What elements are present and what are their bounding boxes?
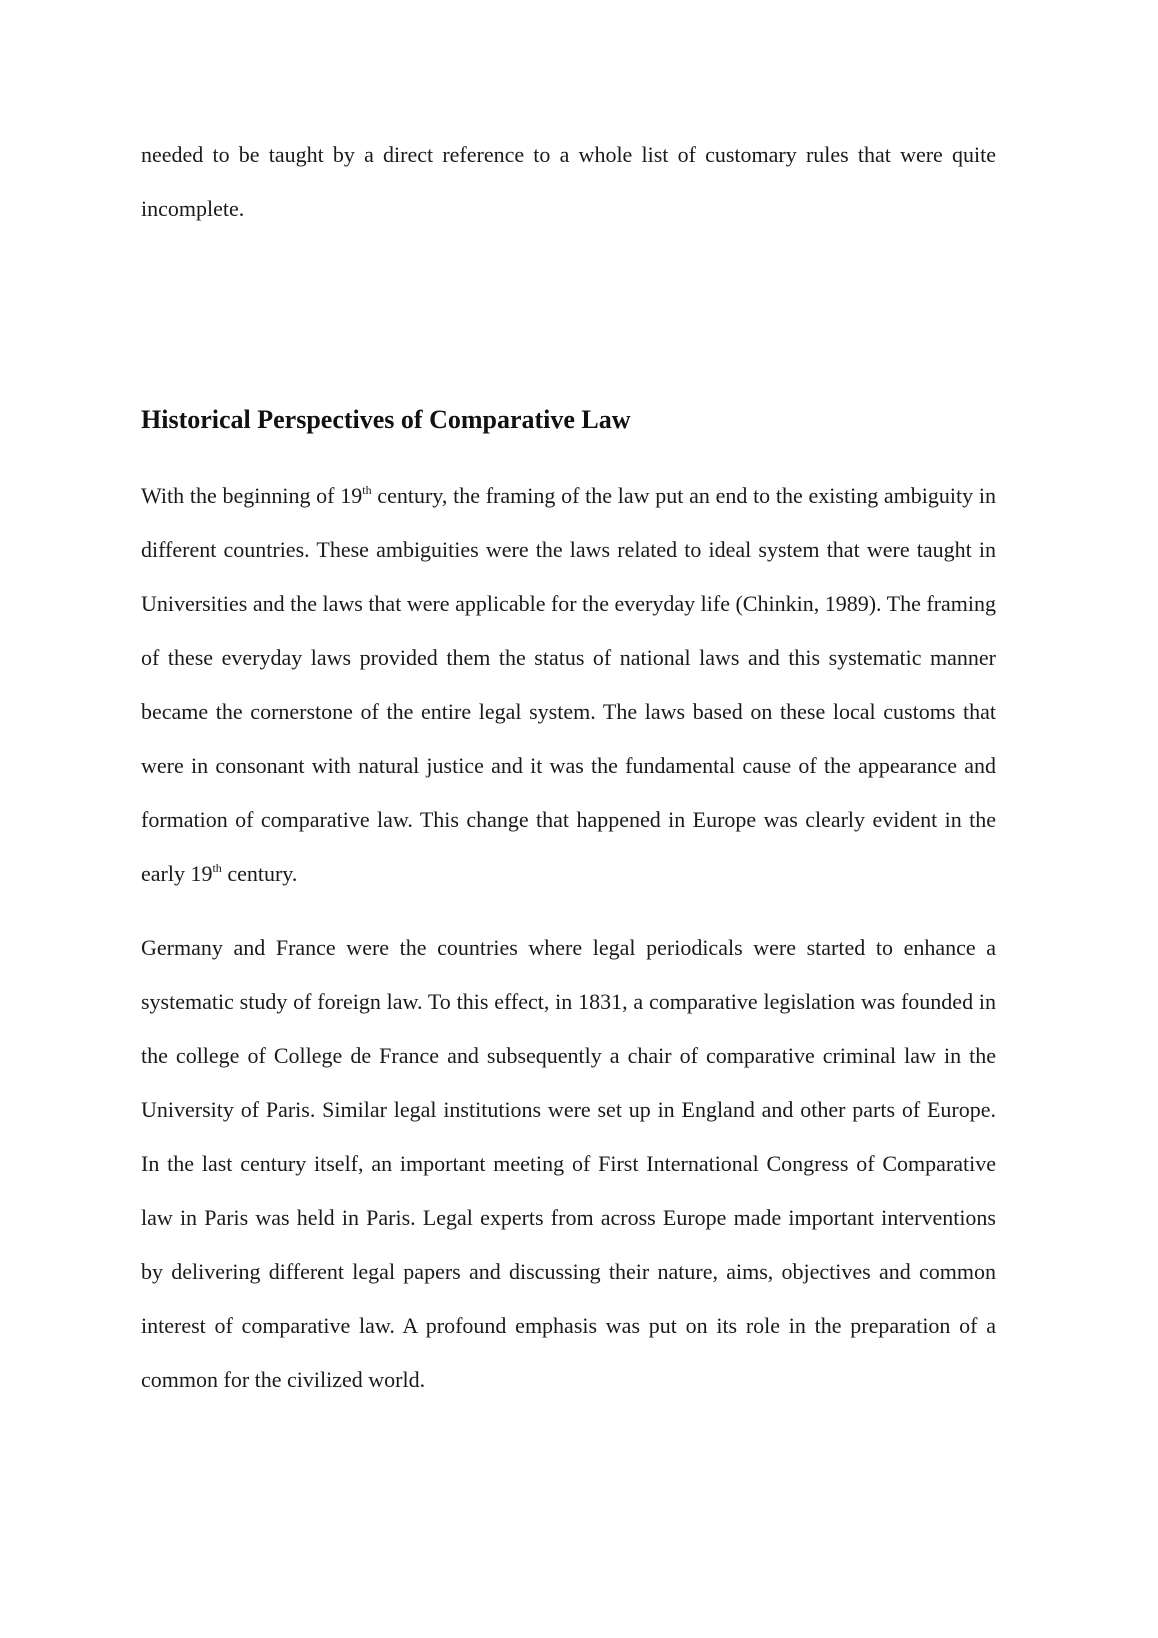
superscript-ordinal: th — [212, 861, 222, 875]
paragraph-one-text-3: century. — [221, 861, 298, 886]
section-heading: Historical Perspectives of Comparative Law — [141, 405, 631, 434]
paragraph-one-text-2: century, the framing of the law put an end to the existing ambiguity in different countries. These ambiguities were the laws related to ideal system that were taught in Universities and the laws that were applicable for the everyday life (Chinkin, 1989). The framing of these everyday laws provided them the status of national laws and this systematic manner became the cornerstone of the entire legal system. The laws based on these local customs that were in consonant with natural justice and it was the fundamental cause of the appearance and formation of comparative law. This change that happened in Europe was clearly evident in the early 19 — [141, 483, 996, 886]
superscript-ordinal: th — [362, 483, 372, 497]
paragraph-one-text-1: With the beginning of 19 — [141, 483, 363, 508]
paragraph-one — [141, 469, 996, 901]
paragraph-two: Germany and France were the countries where legal periodicals were started to enhance a systematic study of foreign law. To this effect, in 1831, a comparative legislation was founded in the college of College de France and subsequently a chair of comparative criminal law in the University of Paris. Similar legal institutions were set up in England and other parts of Europe. In the last century itself, an important meeting of First International Congress of Comparative law in Paris was held in Paris. Legal experts from across Europe made important interventions by delivering different legal papers and discussing their nature, aims, objectives and common interest of comparative law. A profound emphasis was put on its role in the preparation of a common for the civilized world. — [141, 935, 996, 1392]
intro-paragraph: needed to be taught by a direct reference to a whole list of customary rules that were quite incomplete. — [141, 142, 996, 221]
